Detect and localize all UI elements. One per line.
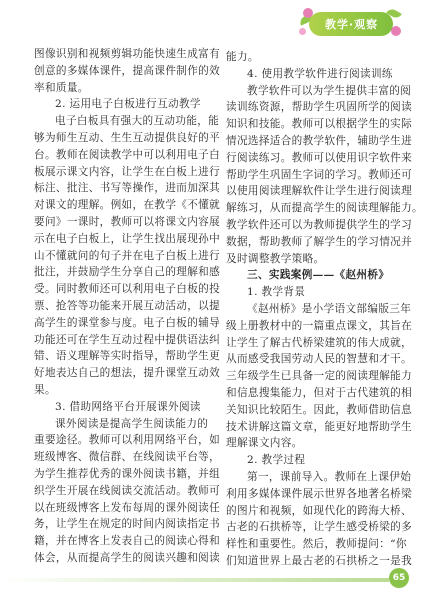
body-text-line: 知识和技能。教师可以根据学生的实际 (226, 118, 413, 131)
body-text-line: 样性和重要性。然后，教师提问：“你 (226, 538, 407, 551)
body-text-line: 对课文的理解。例如，在教学《不懂就 (34, 199, 221, 212)
body-text-line: 三年级学生已具备一定的阅读理解能力 (226, 370, 413, 383)
section-heading: 3. 借助网络平台开展课外阅读 (55, 400, 201, 413)
section-heading: 2. 教学过程 (247, 454, 306, 467)
body-text-line: 籍，并在博客上发表自己的阅读心得和 (34, 535, 221, 548)
flower-icon (391, 26, 401, 36)
body-text-line: 能力。 (226, 51, 259, 63)
body-text-line: 行阅读练习。教师可以使用识字软件来 (226, 151, 413, 164)
body-text-line: 批注，并鼓励学生分享自己的理解和感 (34, 266, 221, 279)
body-text-line: 以使用阅读理解软件让学生进行阅读理 (226, 185, 413, 198)
body-text-line: 标注、批注、书写等操作，进而加深其 (34, 182, 221, 195)
body-text-line: 的图片和视频，如现代化的跨海大桥、 (226, 504, 413, 517)
body-text-line: 帮助学生巩固生字词的学习。教师还可 (226, 168, 413, 181)
body-text-line: 票、抢答等功能来开展互动活动，以提 (34, 300, 221, 312)
body-text-line: 读训练资源，帮助学生巩固所学的阅读 (226, 101, 413, 114)
body-text-line: 级上册教材中的一篇重点课文，其旨在 (226, 319, 413, 332)
body-text-line: 及时调整教学策略。 (226, 252, 325, 265)
body-text-line: 解练习，从而提高学生的阅读理解能力。 (226, 202, 423, 215)
section-label: 教学·观察 (325, 18, 379, 31)
footer-stripe (0, 578, 389, 582)
body-text-line: 古老的石拱桥等，让学生感受桥梁的多 (226, 521, 413, 534)
body-text-line: 第一，课前导入。教师在上课伊始 (247, 471, 412, 483)
body-text-line: 和信息搜集能力，但对于古代建筑的相 (226, 387, 413, 399)
body-text-line: 课外阅读是提高学生阅读能力的 (55, 417, 209, 430)
body-text-line: 好地表达自己的想法，提升课堂互动效 (34, 367, 221, 380)
body-text-line: 高学生的课堂参与度。电子白板的辅导 (34, 316, 221, 329)
body-text-line: 果。 (34, 384, 56, 396)
body-text-line: 班级博客、微信群、在线阅读平台等， (34, 451, 221, 464)
body-text-line: 利用多媒体课件展示世界各地著名桥梁 (226, 487, 413, 500)
body-text-line: 重要途径。教师可以利用网络平台，如 (34, 434, 221, 447)
body-text-line: 关知识比较陌生。因此，教师借助信息 (226, 403, 413, 416)
header-badge (299, 6, 401, 42)
body-text-line: 数据，帮助教师了解学生的学习情况并 (226, 235, 413, 248)
body-text-line: 受。同时教师还可以利用电子白板的投 (34, 283, 221, 296)
body-text-line: 让学生了解古代桥梁建筑的伟大成就， (226, 336, 413, 349)
body-text-line: 为学生推荐优秀的课外阅读书籍，并组 (34, 468, 221, 480)
page-number: 65 (389, 568, 409, 588)
body-text-line: 图像识别和视频剪辑功能快速生成富有 (34, 48, 221, 60)
body-text-line: 创意的多媒体课件，提高课件制作的效 (34, 64, 221, 77)
body-text-line: 理解课文内容。 (226, 437, 303, 450)
body-text-line: 够为师生互动、生生互动提供良好的平 (34, 132, 221, 144)
section-heading: 4. 使用教学软件进行阅读训练 (247, 67, 393, 80)
body-text-line: 们知道世界上最古老的石拱桥之一是我 (226, 555, 413, 567)
body-text-line: 务，让学生在规定的时间内阅读指定书 (34, 518, 221, 531)
body-text-line: 体会，从而提高学生的阅读兴趣和阅读 (34, 552, 221, 564)
body-text-line: 电子白板具有强大的互动功能，能 (55, 115, 220, 128)
flower-icon (299, 28, 306, 35)
body-text-line: 以在班级博客上发布每周的课外阅读任 (34, 501, 221, 514)
body-text-line: 教学软件还可以为教师提供学生的学习 (226, 219, 413, 231)
body-text-line: 织学生开展在线阅读交流活动。教师可 (34, 484, 221, 497)
body-text-line: 从而感受我国劳动人民的智慧和才干。 (226, 353, 413, 366)
body-text-line: 板展示课文内容，让学生在白板上进行 (34, 165, 221, 178)
body-text-line: 功能还可在学生互动过程中提供语法纠 (34, 333, 221, 346)
body-text-line: 要问》一课时，教师可以将课文内容展 (34, 216, 221, 228)
body-text-line: 错、语义理解等实时指导，帮助学生更 (34, 350, 221, 363)
section-heading: 1. 教学背景 (247, 286, 306, 299)
body-text-line: 技术讲解这篇文章，能更好地帮助学生 (226, 420, 413, 433)
body-text-line: 情况选择适合的教学软件，辅助学生进 (226, 135, 413, 147)
section-heading: 三、实践案例——《赵州桥》 (247, 269, 390, 282)
body-text-line: 示在电子白板上，让学生找出展现孙中 (34, 232, 221, 245)
body-text-line: 教学软件可以为学生提供丰富的阅 (247, 84, 412, 97)
body-text-line: 《赵州桥》是小学语文部编版三年 (247, 303, 412, 315)
body-text-line: 率和质量。 (34, 81, 89, 94)
body-text-line: 山不懂就问的句子并在电子白板上进行 (34, 249, 221, 262)
section-heading: 2. 运用电子白板进行互动教学 (55, 98, 201, 111)
body-text-line: 台。教师在阅读教学中可以利用电子白 (34, 148, 221, 161)
